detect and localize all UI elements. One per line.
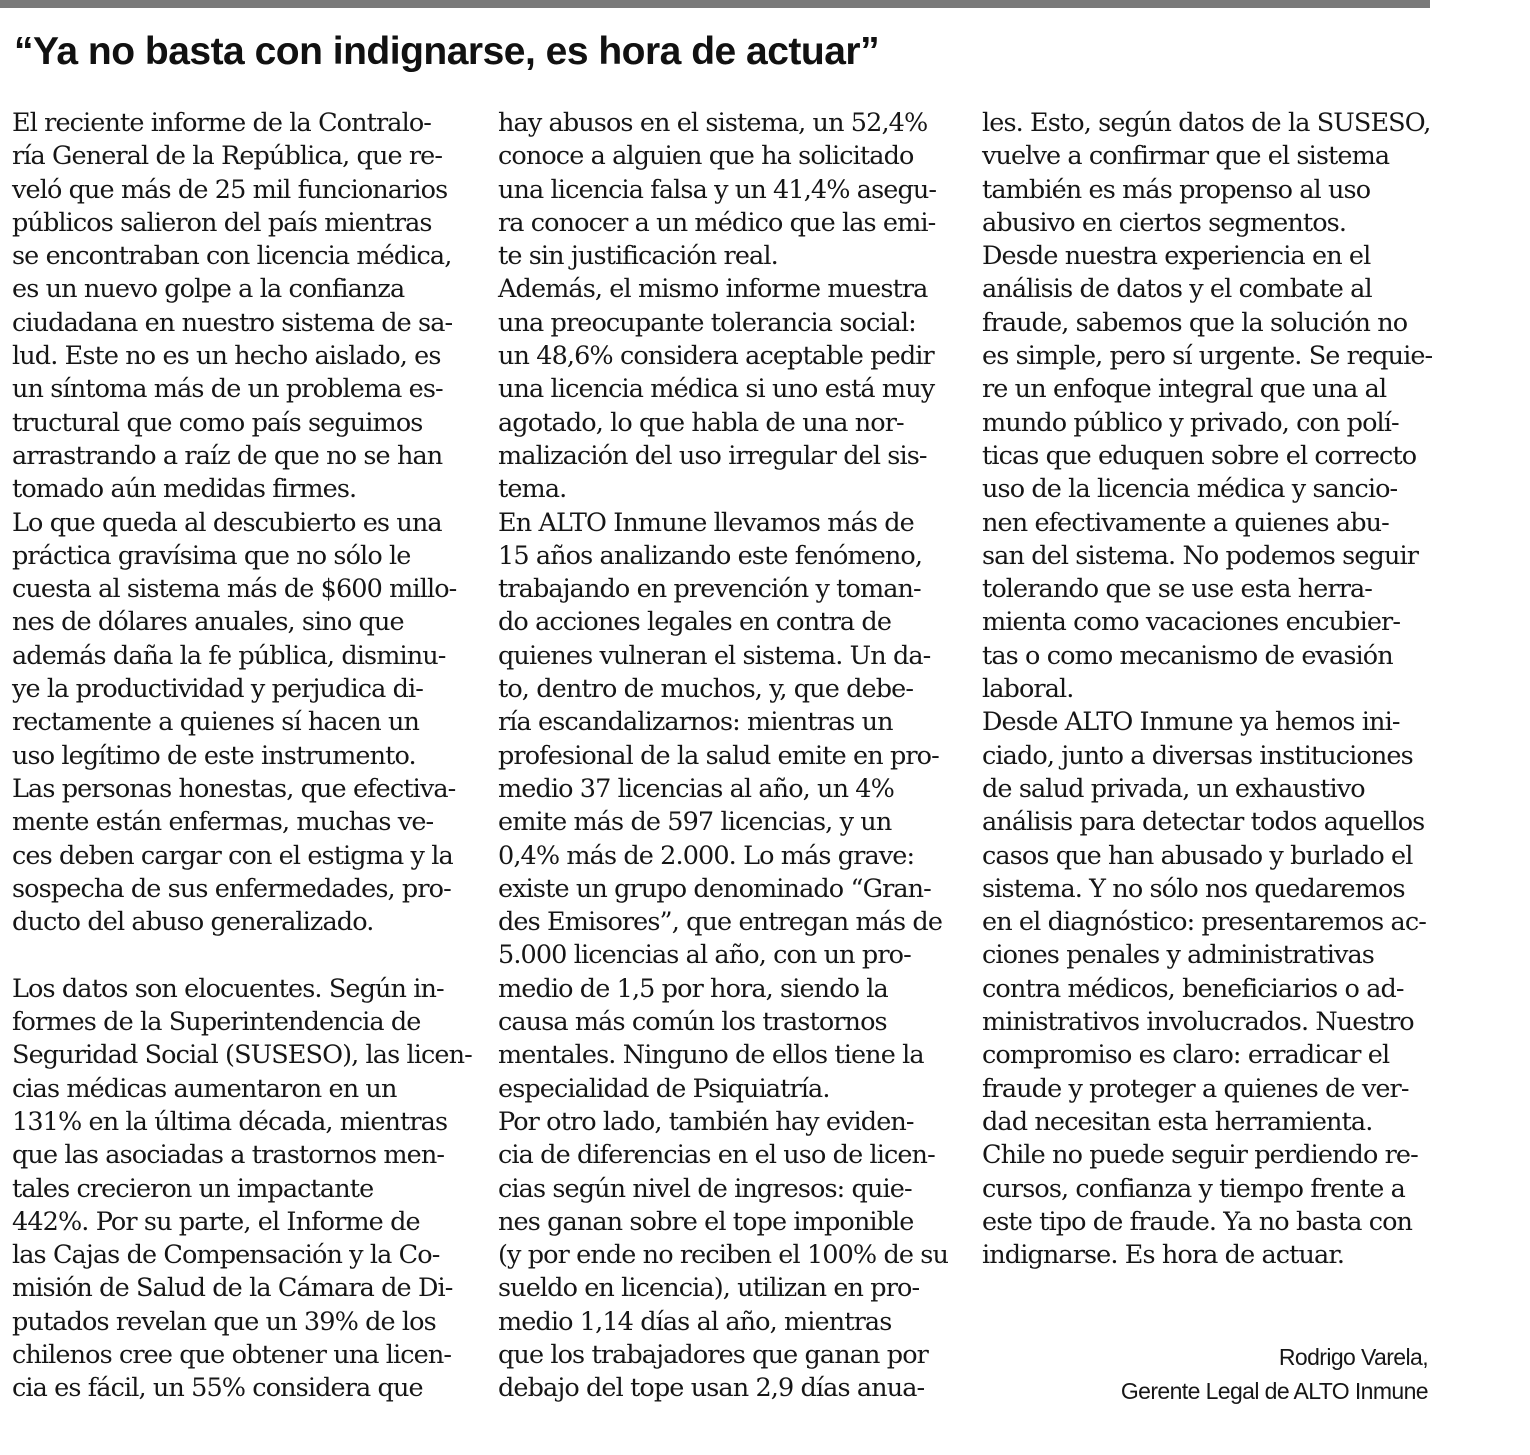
text-line: uso legítimo de este instrumento. [12,740,416,771]
text-line: nen efectivamente a quienes abu- [982,507,1389,538]
text-line: mienta como vacaciones encubier- [982,607,1401,638]
text-line: ría escandalizarnos: mientras un [498,707,893,738]
text-line: quienes vulneran el sistema. Un da- [498,640,931,671]
article-headline: “Ya no basta con indignarse, es hora de actuar” [14,30,880,73]
text-line: ticas que eduquen sobre el correcto [982,440,1417,471]
text-line: 0,4% más de 2.000. Lo más grave: [498,840,915,871]
text-line: En ALTO Inmune llevamos más de [498,507,914,538]
text-line: las Cajas de Compensación y la Co- [12,1240,440,1271]
text-line: mentales. Ninguno de ellos tiene la [498,1040,924,1071]
text-line: agotado, lo que habla de una nor- [498,407,904,438]
text-line: laboral. [982,674,1074,705]
text-line: ye la productividad y perjudica di- [12,674,423,705]
text-line: medio 37 licencias al año, un 4% [498,773,894,804]
text-line: te sin justificación real. [498,241,778,272]
text-line: existe un grupo denominado “Gran- [498,873,931,904]
text-line: ciones penales y administrativas [982,940,1374,971]
text-line: casos que han abusado y burlado el [982,840,1413,871]
text-line: mundo público y privado, con polí- [982,407,1399,438]
text-line: trabajando en prevención y toman- [498,574,921,605]
text-line: cuesta al sistema más de $600 millo- [12,574,457,605]
text-line: putados revelan que un 39% de los [12,1306,436,1337]
text-line: indignarse. Es hora de actuar. [982,1240,1345,1271]
top-rule [0,0,1430,8]
text-line: lud. Este no es un hecho aislado, es [12,341,441,372]
text-line: cias según nivel de ingresos: quie- [498,1173,912,1204]
text-line: sueldo en licencia), utilizan en pro- [498,1273,920,1304]
text-line: fraude y proteger a quienes de ver- [982,1073,1409,1104]
text-line: san del sistema. No podemos seguir [982,540,1419,571]
text-line: malización del uso irregular del sis- [498,440,927,471]
text-line: práctica gravísima que no sólo le [12,540,411,571]
text-line: ra conocer a un médico que las emi- [498,207,936,238]
text-line: Los datos son elocuentes. Según in- [12,973,444,1004]
text-line: cia es fácil, un 55% considera que [12,1373,423,1404]
text-line: tales crecieron un impactante [12,1173,374,1204]
text-line: chilenos cree que obtener una licen- [12,1339,452,1370]
text-line: rectamente a quienes sí hacen un [12,707,420,738]
text-line: compromiso es claro: erradicar el [982,1040,1390,1071]
text-line: Las personas honestas, que efectiva- [12,773,456,804]
text-line: ces deben cargar con el estigma y la [12,840,453,871]
text-line: tema. [498,474,567,505]
text-line: les. Esto, según datos de la SUSESO, [982,108,1431,138]
article-column-2 [498,107,968,1406]
text-line: además daña la fe pública, disminu- [12,640,446,671]
text-line: arrastrando a raíz de que no se han [12,440,443,471]
text-line: 442%. Por su parte, el Informe de [12,1206,420,1237]
text-line: que las asociadas a trastornos men- [12,1140,445,1171]
text-line: tomado aún medidas firmes. [12,474,357,505]
article-column-3 [982,107,1452,1272]
text-line: ministrativos involucrados. Nuestro [982,1007,1414,1038]
text-line: ría General de la República, que re- [12,141,443,172]
text-line: mente están enfermas, muchas ve- [12,807,434,838]
text-line: 15 años analizando este fenómeno, [498,540,923,571]
text-line: Desde ALTO Inmune ya hemos ini- [982,707,1400,738]
text-line: es un nuevo golpe a la confianza [12,274,405,305]
text-line: sospecha de sus enfermedades, pro- [12,873,451,904]
text-line: especialidad de Psiquiatría. [498,1073,830,1104]
text-line: ducto del abuso generalizado. [12,907,374,938]
article-column-1 [12,107,482,1406]
text-line: Además, el mismo informe muestra [498,274,928,305]
text-line: análisis de datos y el combate al [982,274,1372,305]
text-line: vuelve a confirmar que el sistema [982,141,1390,172]
text-line: ciado, junto a diversas instituciones [982,740,1413,771]
text-line: es simple, pero sí urgente. Se requie- [982,341,1433,372]
text-line: profesional de la salud emite en pro- [498,740,939,771]
text-line: debajo del tope usan 2,9 días anua- [498,1373,925,1404]
text-line: una licencia falsa y un 41,4% asegu- [498,174,937,205]
text-line: nes ganan sobre el tope imponible [498,1206,914,1237]
text-line: Chile no puede seguir perdiendo re- [982,1140,1418,1171]
text-line: cursos, confianza y tiempo frente a [982,1173,1405,1204]
text-line: nes de dólares anuales, sino que [12,607,404,638]
text-line: ciudadana en nuestro sistema de sa- [12,307,453,338]
text-line: que los trabajadores que ganan por [498,1339,928,1370]
text-line: un síntoma más de un problema es- [12,374,443,405]
author-signature [1121,1340,1428,1408]
text-line: medio de 1,5 por hora, siendo la [498,973,888,1004]
text-line: do acciones legales en contra de [498,607,892,638]
text-line: de salud privada, un exhaustivo [982,773,1365,804]
text-line: fraude, sabemos que la solución no [982,307,1408,338]
text-line: El reciente informe de la Contralo- [12,108,432,138]
text-line: re un enfoque integral que una al [982,374,1387,405]
text-line: conoce a alguien que ha solicitado [498,141,914,172]
text-line: cias médicas aumentaron en un [12,1073,397,1104]
text-line: causa más común los trastornos [498,1007,887,1038]
text-line: tructural que como país seguimos [12,407,423,438]
text-line: Lo que queda al descubierto es una [12,507,442,538]
text-line: públicos salieron del país mientras [12,207,432,238]
text-line: medio 1,14 días al año, mientras [498,1306,892,1337]
text-line: veló que más de 25 mil funcionarios [12,174,448,205]
text-line: este tipo de fraude. Ya no basta con [982,1206,1413,1237]
text-line: uso de la licencia médica y sancio- [982,474,1398,505]
text-line: emite más de 597 licencias, y un [498,807,892,838]
text-line: una licencia médica si uno está muy [498,374,935,405]
text-line: sistema. Y no sólo nos quedaremos [982,873,1405,904]
text-line: Por otro lado, también hay eviden- [498,1106,914,1137]
text-line: se encontraban con licencia médica, [12,241,452,272]
author-name: Rodrigo Varela, [1278,1344,1428,1370]
text-line: formes de la Superintendencia de [12,1007,421,1038]
author-title: Gerente Legal de ALTO Inmune [1120,1378,1428,1404]
text-line: abusivo en ciertos segmentos. [982,207,1347,238]
text-line: también es más propenso al uso [982,174,1371,205]
text-line: dad necesitan esta herramienta. [982,1106,1373,1137]
text-line: en el diagnóstico: presentaremos ac- [982,907,1426,938]
text-line: un 48,6% considera aceptable pedir [498,341,934,372]
text-line: tas o como mecanismo de evasión [982,640,1393,671]
text-line: cia de diferencias en el uso de licen- [498,1140,935,1171]
text-line: Desde nuestra experiencia en el [982,241,1371,272]
text-line: (y por ende no reciben el 100% de su [498,1240,948,1271]
text-line [12,939,482,972]
text-line: Seguridad Social (SUSESO), las licen- [12,1040,472,1071]
text-line: to, dentro de muchos, y, que debe- [498,674,914,705]
text-line: una preocupante tolerancia social: [498,307,916,338]
text-line: misión de Salud de la Cámara de Di- [12,1273,453,1304]
text-line: hay abusos en el sistema, un 52,4% [498,108,928,138]
text-line: 5.000 licencias al año, con un pro- [498,940,911,971]
text-line: 131% en la última década, mientras [12,1106,448,1137]
text-line: análisis para detectar todos aquellos [982,807,1425,838]
text-line: des Emisores”, que entregan más de [498,907,943,938]
text-line: tolerando que se use esta herra- [982,574,1373,605]
text-line: contra médicos, beneficiarios o ad- [982,973,1404,1004]
